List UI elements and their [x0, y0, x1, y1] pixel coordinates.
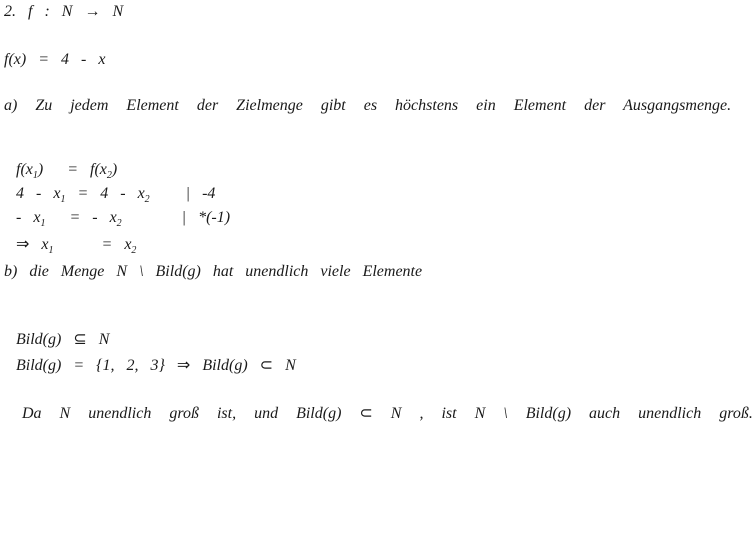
line-image-set [4, 335, 296, 374]
image-set-right: N [273, 357, 296, 374]
implies-arrow-icon: ⇒ [16, 234, 30, 253]
subscript-2: 2 [131, 245, 137, 256]
eq4-middle: = x [53, 236, 132, 253]
line-final-conclusion [4, 383, 753, 422]
proper-subset-icon: ⊂ [259, 355, 274, 374]
eq2-middle: = 4 - x [65, 185, 145, 202]
eq2-left: 4 - x [16, 185, 61, 202]
image-set-left: Bild(g) = {1, 2, 3} [16, 357, 177, 374]
subset-right: N [86, 331, 110, 348]
subscript-1: 1 [40, 218, 46, 229]
subscript-2: 2 [144, 194, 150, 205]
implies-arrow-icon: ⇒ [176, 355, 191, 374]
eq3-operation: | *(-1) [121, 209, 231, 226]
eq3-middle: = - x [45, 209, 117, 226]
subseteq-icon: ⊆ [73, 329, 87, 348]
line-subset [4, 309, 110, 348]
eq1-middle: ) = f(x [37, 161, 107, 178]
eq1-right: ) [111, 161, 118, 178]
line-equation-2 [4, 164, 216, 205]
final-left: Da N unendlich groß ist, und Bild(g) [22, 405, 360, 422]
subscript-1: 1 [48, 245, 54, 256]
line-function-definition: f(x) = 4 - x [4, 51, 106, 68]
proper-subset-icon: ⊂ [359, 403, 373, 422]
subscript-2: 2 [106, 170, 112, 181]
line-equation-1 [4, 140, 118, 181]
eq3-left: - x [16, 209, 41, 226]
line-part-a-statement: a) Zu jedem Element der Zielmenge gibt es höchstens ein Element der Ausgangsmenge. [4, 97, 732, 114]
subset-left: Bild(g) [16, 331, 74, 348]
line-mapping: 2. f : N → N [4, 3, 124, 20]
subscript-1: 1 [32, 170, 38, 181]
image-set-middle: Bild(g) [190, 357, 260, 374]
line-conclusion-a [4, 214, 137, 256]
eq2-operation: | -4 [149, 185, 216, 202]
subscript-1: 1 [60, 194, 66, 205]
eq1-left: f(x [16, 161, 33, 178]
line-part-b-statement: b) die Menge N \ Bild(g) hat unendlich viele Elemente [4, 263, 423, 280]
final-right: N , ist N \ Bild(g) auch unendlich groß. [372, 405, 753, 422]
eq4-left: x [29, 236, 49, 253]
line-equation-3 [4, 188, 231, 229]
subscript-2: 2 [116, 218, 122, 229]
